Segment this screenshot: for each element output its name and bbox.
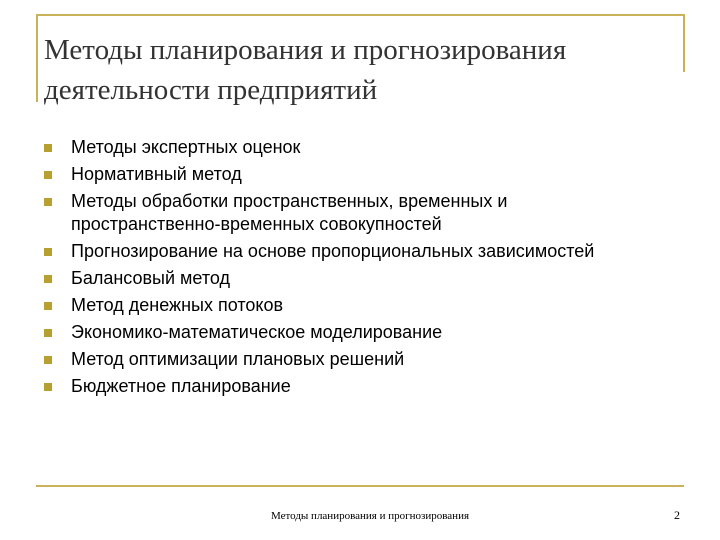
list-item (44, 163, 644, 186)
footer-text: Методы планирования и прогнозирования (270, 510, 470, 522)
list-item-text: Методы экспертных оценок (71, 137, 301, 157)
title-line-2: деятельности предприятий (44, 74, 378, 106)
list-item (44, 294, 644, 317)
list-item (44, 240, 644, 263)
list-item-text: Метод оптимизации плановых решений (71, 349, 405, 369)
bullet-square-icon (44, 171, 52, 179)
bullet-square-icon (44, 383, 52, 391)
list-item (44, 267, 644, 290)
bullet-square-icon (44, 329, 52, 337)
bullet-square-icon (44, 302, 52, 310)
footer-divider (36, 485, 684, 487)
bullet-list (44, 136, 644, 402)
list-item (44, 321, 644, 344)
bullet-square-icon (44, 144, 52, 152)
list-item-text: Нормативный метод (71, 164, 242, 184)
top-border-line (36, 14, 684, 16)
list-item (44, 348, 644, 371)
list-item (44, 190, 644, 236)
slide-title (44, 30, 684, 110)
left-border-line (36, 14, 38, 102)
page-number: 2 (674, 508, 680, 522)
list-item-text: Экономико-математическое моделирование (71, 322, 443, 342)
list-item-text: Балансовый метод (71, 268, 230, 288)
list-item-text: Бюджетное планирование (71, 376, 291, 396)
bullet-square-icon (44, 248, 52, 256)
list-item-text: Метод денежных потоков (71, 295, 284, 315)
list-item (44, 375, 644, 398)
title-line-1: Методы планирования и прогнозирования (44, 34, 567, 66)
list-item-text: Прогнозирование на основе пропорциональных зависимостей (71, 241, 595, 261)
bullet-square-icon (44, 356, 52, 364)
list-item-text: Методы обработки пространственных, временных и пространственно-временных совокупностей (71, 191, 508, 234)
list-item (44, 136, 644, 159)
bullet-square-icon (44, 198, 52, 206)
bullet-square-icon (44, 275, 52, 283)
